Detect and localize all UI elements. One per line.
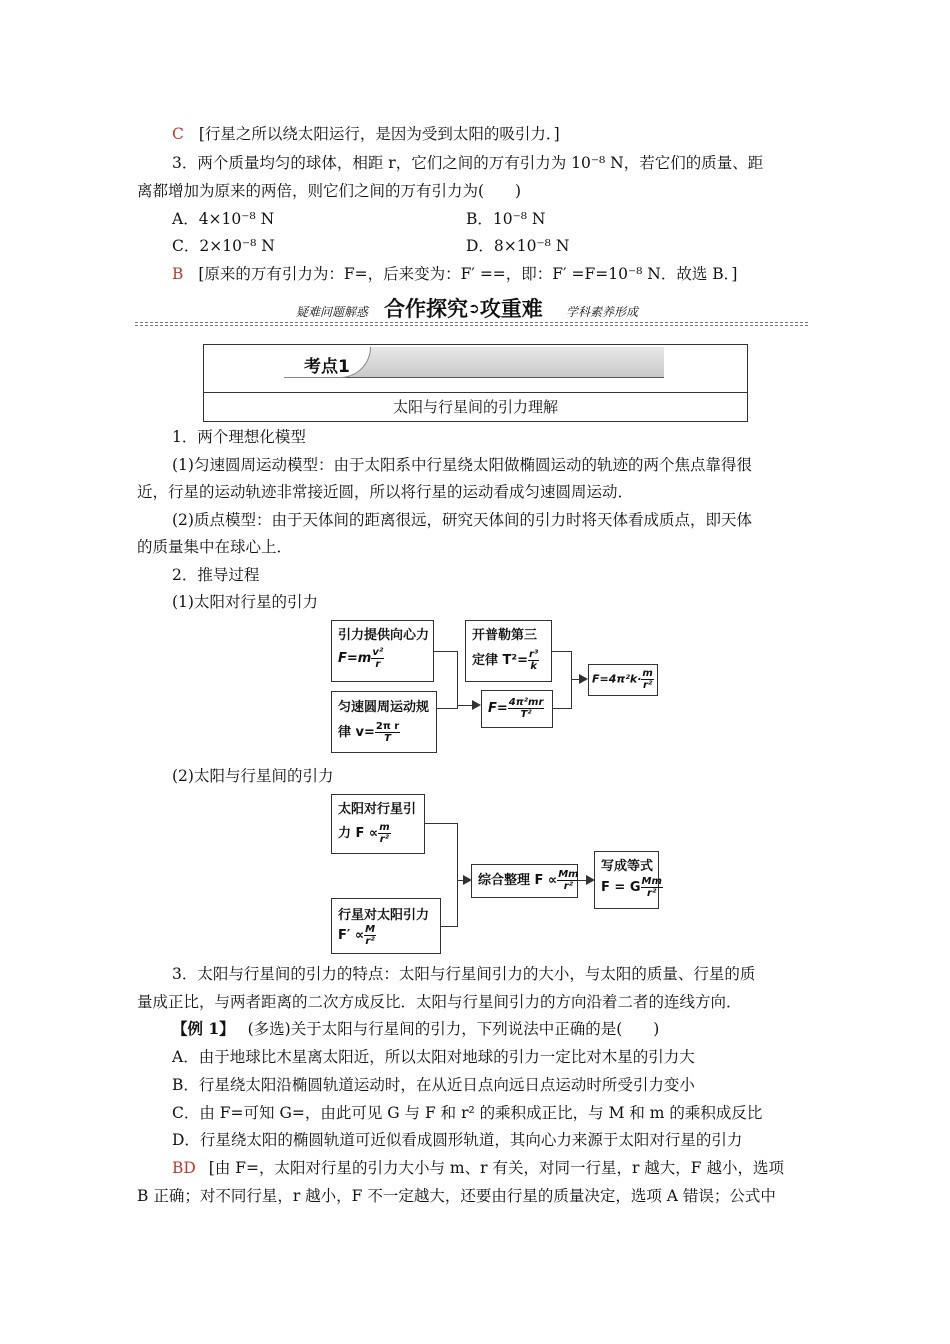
example-answer-line1 bbox=[172, 1156, 784, 1178]
denominator: r² bbox=[563, 881, 574, 892]
question-3-line1: 3．两个质量均匀的球体，相距 r，它们之间的万有引力为 10⁻⁸ N，若它们的质量、距 bbox=[172, 154, 764, 172]
answer-text: [行星之所以绕太阳运行，是因为受到太阳的吸引力．] bbox=[198, 125, 560, 143]
formula-text: F=m bbox=[338, 651, 372, 666]
connector bbox=[571, 651, 572, 709]
formula-text: F=4π²k· bbox=[592, 672, 642, 686]
arrow-icon bbox=[586, 875, 595, 885]
connector bbox=[571, 679, 579, 680]
connector bbox=[424, 823, 457, 824]
box-formula bbox=[592, 668, 654, 691]
box-formula bbox=[338, 924, 376, 947]
answer-text: [由 F=，太阳对行星的引力大小与 m、r 有关，对同一行星，r 越大，F 越小，选项 bbox=[208, 1159, 784, 1177]
numerator: Mm bbox=[641, 876, 662, 887]
topic-tag: 考点1 bbox=[304, 357, 350, 377]
formula-text: 律 v= bbox=[338, 725, 375, 740]
example-question: (多选)关于太阳与行星间的引力，下列说法中正确的是( ) bbox=[247, 1020, 660, 1038]
numerator: 2π r bbox=[375, 721, 400, 732]
box-line: 匀速圆周运动规 bbox=[338, 700, 430, 715]
formula-text: 综合整理 F ∝ bbox=[478, 873, 558, 888]
connector bbox=[433, 651, 457, 652]
topic-box bbox=[203, 344, 748, 422]
numerator: r³ bbox=[528, 649, 539, 660]
denominator: r bbox=[375, 659, 381, 670]
banner-rule bbox=[135, 322, 808, 323]
formula-text: F= bbox=[488, 701, 508, 716]
diagram2-box-combine bbox=[471, 864, 578, 898]
denominator: r² bbox=[642, 680, 653, 691]
box-line: 太阳对行星引 bbox=[338, 802, 417, 817]
formula-text: 定律 T²= bbox=[472, 653, 528, 668]
connector bbox=[577, 880, 586, 881]
diagram2-box-equation bbox=[594, 851, 662, 909]
formula-text: F = G bbox=[601, 880, 641, 895]
banner-rule-2 bbox=[135, 325, 808, 326]
arrow-icon bbox=[579, 674, 588, 684]
banner-arrow-icon: ➲ bbox=[468, 301, 480, 317]
fraction bbox=[371, 647, 384, 670]
numerator: m bbox=[642, 668, 653, 679]
box-line: 引力提供向心力 bbox=[338, 628, 430, 643]
fraction bbox=[364, 924, 376, 947]
example-answer-line2: B 正确；对不同行星，r 越小，F 不一定越大，还要由行星的质量决定，选项 A 错误；公式中 bbox=[137, 1187, 776, 1205]
diagram2-box-planet-on-sun bbox=[331, 898, 441, 954]
section-2a: (1)太阳对行星的引力 bbox=[172, 593, 318, 611]
section-2: 2．推导过程 bbox=[172, 566, 260, 584]
numerator: m bbox=[379, 822, 390, 833]
section-3-line1: 3．太阳与行星间的引力的特点：太阳与行星间引力的大小，与太阳的质量、行星的质 bbox=[172, 965, 756, 983]
box-formula bbox=[338, 822, 391, 845]
banner-right: 学科素养形成 bbox=[566, 305, 639, 319]
box-formula bbox=[488, 697, 544, 720]
box-line: 写成等式 bbox=[601, 859, 654, 874]
answer-line-b bbox=[172, 262, 737, 284]
box-line: 开普勒第三 bbox=[472, 628, 538, 643]
answer-text: [原来的万有引力为：F=，后来变为：F′ ==，即：F′ =F=10⁻⁸ N．故选 B．] bbox=[198, 265, 738, 283]
section-1: 1．两个理想化模型 bbox=[172, 428, 306, 446]
numerator: v² bbox=[372, 647, 384, 658]
connector bbox=[436, 708, 457, 709]
connector bbox=[440, 926, 457, 927]
denominator: T bbox=[384, 733, 391, 744]
section-2b: (2)太阳与行星间的引力 bbox=[172, 767, 334, 785]
answer-line-c bbox=[172, 122, 560, 144]
example-tag: 【例 1】 bbox=[172, 1019, 235, 1038]
fraction bbox=[641, 668, 653, 691]
arrow-icon bbox=[463, 875, 472, 885]
section-1a-line1: (1)匀速圆周运动模型：由于太阳系中行星绕太阳做椭圆运动的轨迹的两个焦点靠得很 bbox=[172, 456, 752, 474]
diagram1-box-final bbox=[588, 664, 658, 696]
denominator: r² bbox=[647, 888, 657, 899]
fraction bbox=[528, 649, 539, 672]
section-1b-line1: (2)质点模型：由于天体间的距离很远，研究天体间的引力时将天体看成质点，即天体 bbox=[172, 511, 752, 529]
answer-letter: B bbox=[172, 265, 184, 283]
connector bbox=[552, 708, 571, 709]
section-1b-line2: 的质量集中在球心上． bbox=[137, 538, 293, 556]
formula-text: F′ ∝ bbox=[338, 928, 365, 943]
banner-title-part2: 攻重难 bbox=[479, 297, 543, 321]
option-a: A．4×10⁻⁸ N bbox=[172, 210, 275, 228]
fraction bbox=[378, 822, 390, 845]
option-b: B．10⁻⁸ N bbox=[466, 210, 546, 228]
section-1a-line2: 近，行星的运动轨迹非常接近圆，所以将行星的运动看成匀速圆周运动． bbox=[137, 483, 634, 501]
box-formula bbox=[338, 721, 400, 744]
arrow-icon bbox=[472, 700, 481, 710]
denominator: r² bbox=[365, 936, 375, 947]
denominator: T² bbox=[520, 709, 532, 720]
answer-letter: C bbox=[172, 125, 184, 143]
diagram1-box-circular-motion bbox=[331, 691, 437, 753]
diagram1-box-centripetal bbox=[331, 620, 434, 682]
banner-title bbox=[384, 293, 543, 323]
fraction bbox=[375, 721, 400, 744]
numerator: Mm bbox=[558, 869, 579, 880]
fraction bbox=[641, 876, 663, 899]
example-1 bbox=[172, 1017, 659, 1039]
connector bbox=[457, 651, 458, 709]
connector bbox=[457, 705, 472, 706]
banner-left: 疑难问题解惑 bbox=[296, 305, 369, 319]
box-formula bbox=[601, 876, 663, 899]
denominator: k bbox=[530, 661, 537, 672]
box-formula bbox=[472, 649, 539, 672]
topic-title: 太阳与行星间的引力理解 bbox=[392, 398, 558, 416]
diagram1-box-kepler bbox=[465, 620, 552, 682]
option-d: D．8×10⁻⁸ N bbox=[466, 237, 570, 255]
formula-text: 力 F ∝ bbox=[338, 826, 379, 841]
option-c: C．2×10⁻⁸ N bbox=[172, 237, 275, 255]
banner-title-part1: 合作探究 bbox=[384, 297, 468, 321]
box-formula bbox=[338, 647, 384, 670]
connector bbox=[457, 823, 458, 927]
connector bbox=[551, 651, 571, 652]
example-option-d: D．行星绕太阳的椭圆轨道可近似看成圆形轨道，其向心力来源于太阳对行星的引力 bbox=[172, 1131, 743, 1149]
question-3-line2: 离都增加为原来的两倍，则它们之间的万有引力为( ) bbox=[137, 182, 522, 200]
example-option-a: A．由于地球比木星离太阳近，所以太阳对地球的引力一定比对木星的引力大 bbox=[172, 1048, 695, 1066]
numerator: 4π²mr bbox=[508, 697, 544, 708]
numerator: M bbox=[365, 924, 376, 935]
example-option-c: C．由 F=可知 G=，由此可见 G 与 F 和 r² 的乘积成正比，与 M 和 m 的乘积成反比 bbox=[172, 1104, 763, 1122]
diagram1-box-result bbox=[481, 690, 553, 728]
box-formula bbox=[478, 869, 580, 892]
answer-letters: BD bbox=[172, 1159, 196, 1177]
box-line: 行星对太阳引力 bbox=[338, 908, 430, 923]
topic-divider bbox=[204, 392, 747, 393]
example-option-b: B．行星绕太阳沿椭圆轨道运动时，在从近日点向远日点运动时所受引力变小 bbox=[172, 1076, 695, 1094]
fraction bbox=[508, 697, 545, 720]
diagram2-box-sun-on-planet bbox=[331, 794, 425, 854]
denominator: r² bbox=[379, 834, 390, 845]
section-3-line2: 量成正比，与两者距离的二次方成反比．太阳与行星间引力的方向沿着二者的连线方向． bbox=[137, 993, 742, 1011]
